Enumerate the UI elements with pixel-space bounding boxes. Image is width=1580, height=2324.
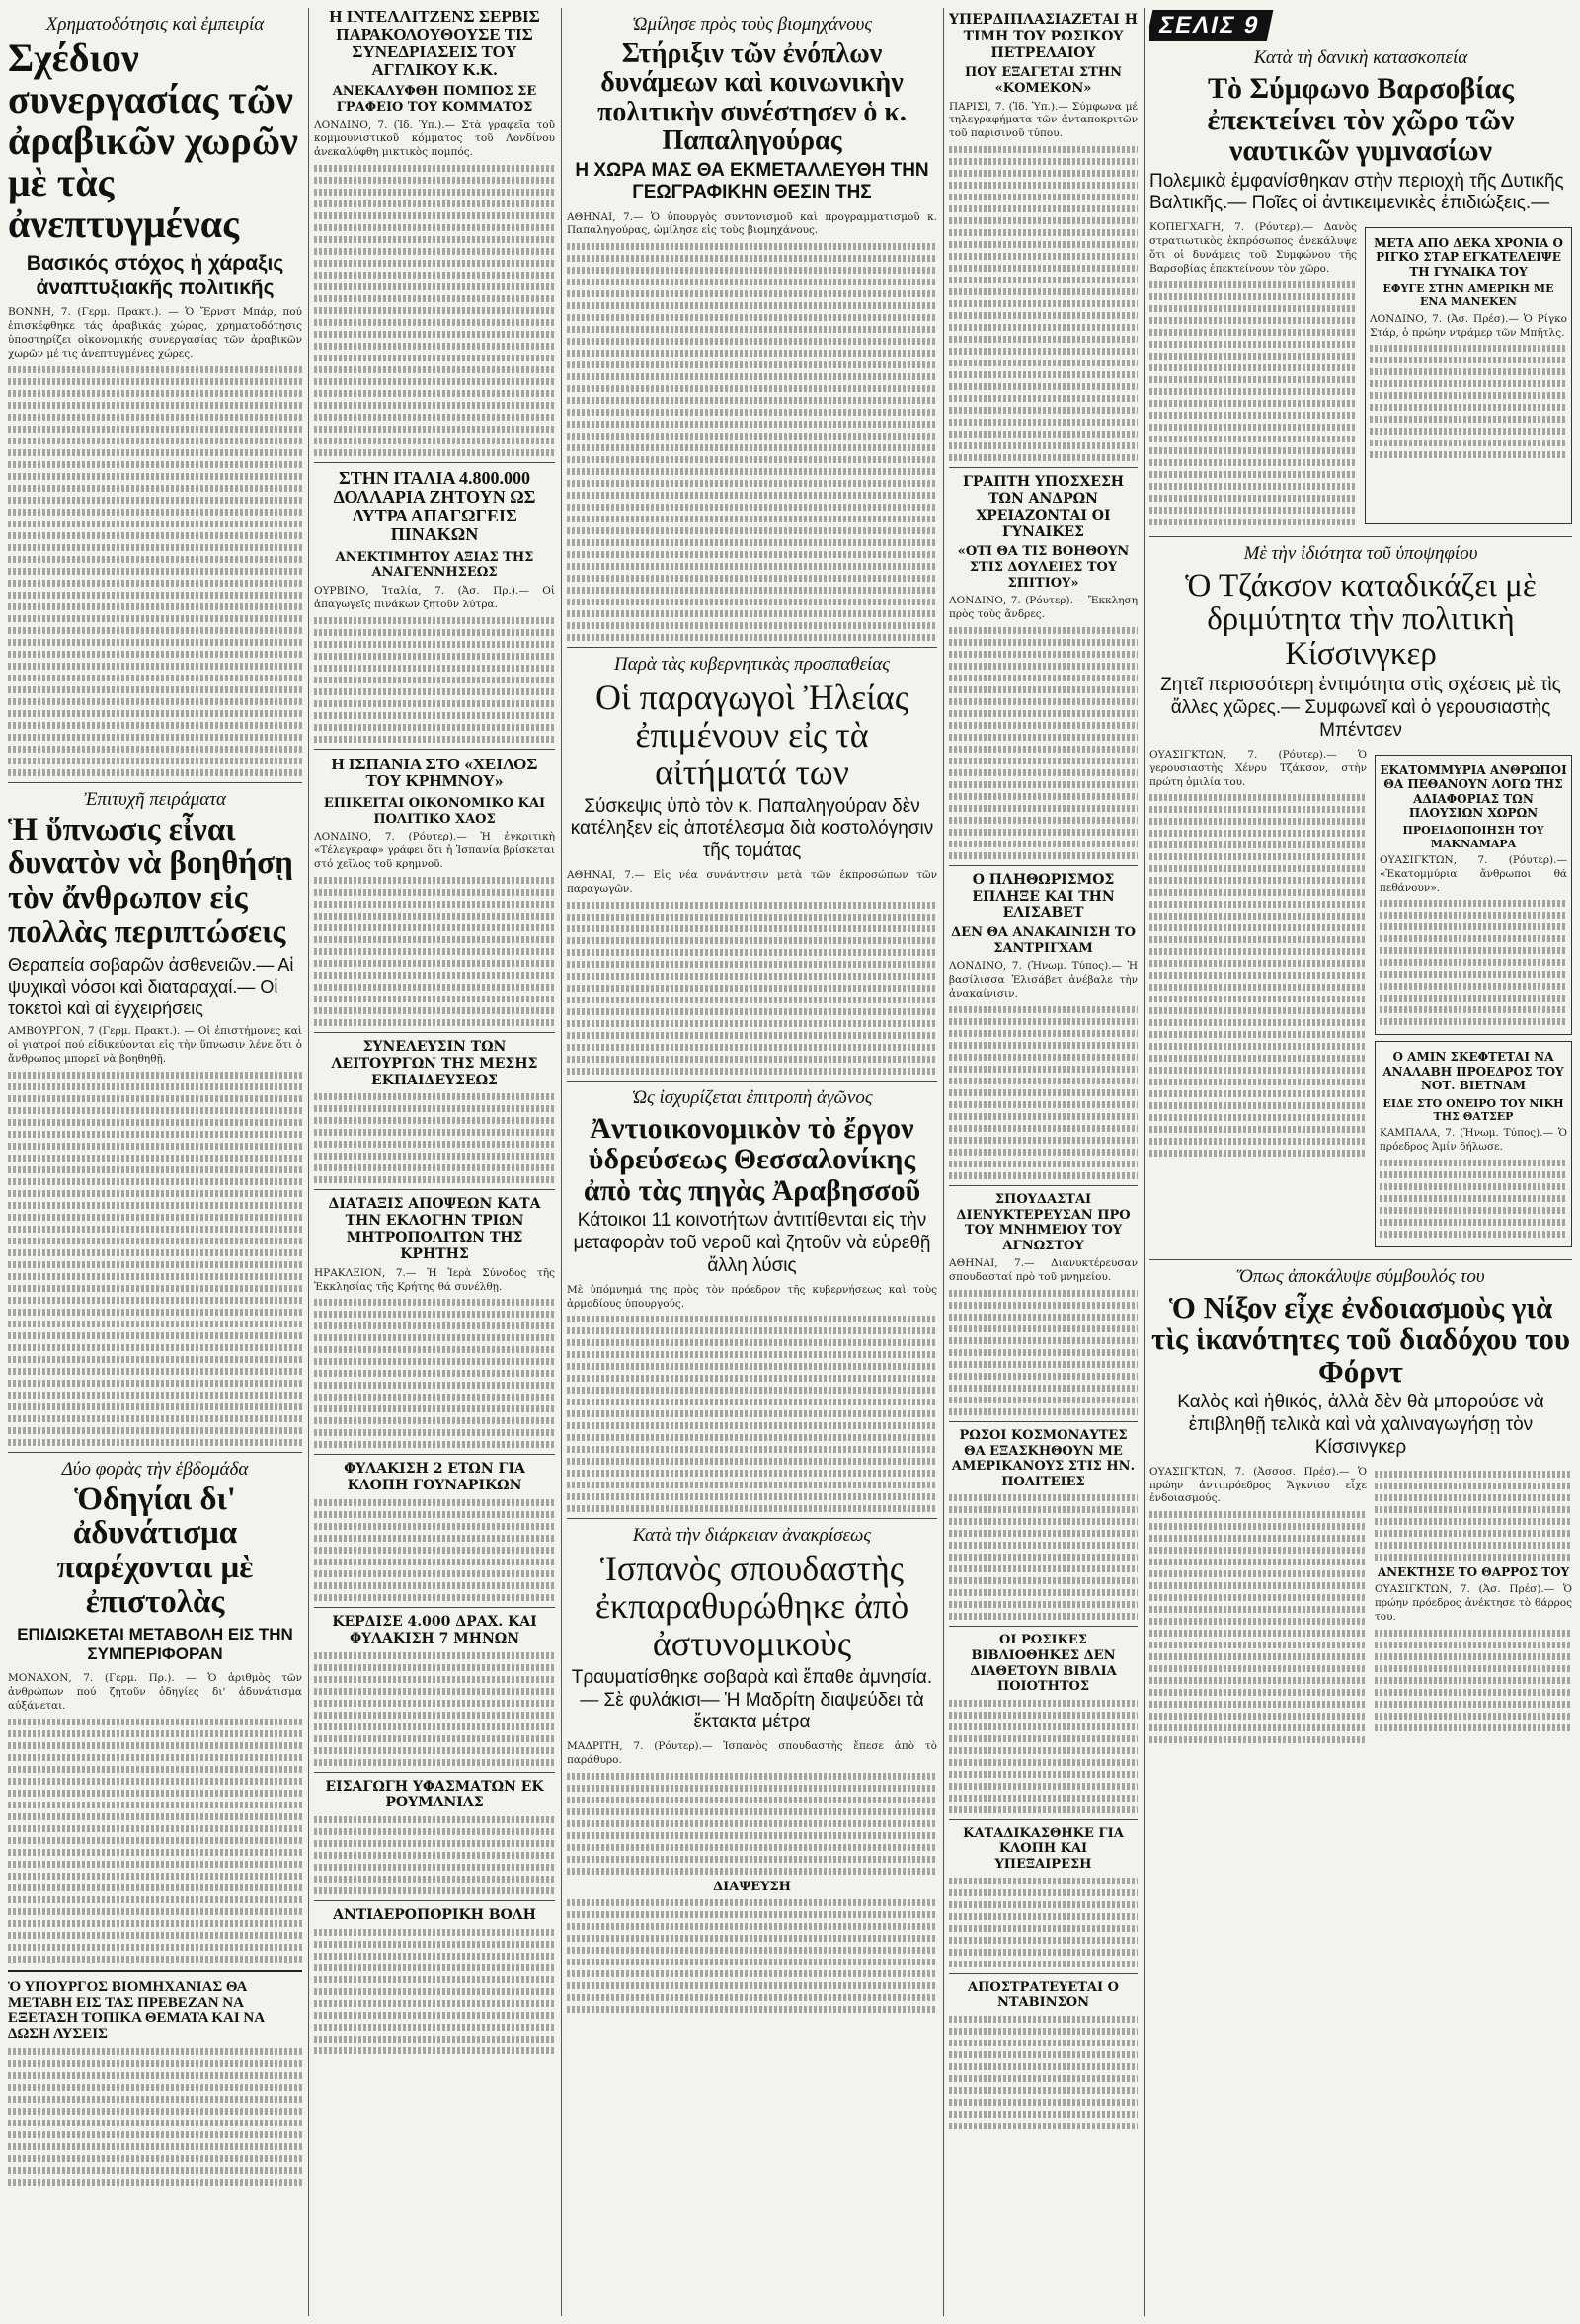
article-body: ΚΟΠΕΓΧΑΓΗ, 7. (Ρόυτερ).— Δανὸς στρατιωτικὸς ἐκπρόσωπος ἀνεκάλυψε ὅτι οἱ δυνάμεις τοῦ Συμφώνου τῆς Βαρσοβίας ἐπεκτείνουν τὸν χῶρο. [1149, 221, 1357, 275]
kicker: Ἐπιτυχῆ πειράματα [84, 788, 226, 810]
article-body: ΑΜΒΟΥΡΓΟΝ, 7 (Γερμ. Πρακτ.). — Οἱ ἐπιστήμονες καὶ οἱ γιατροί πού εἰδικεύονται εἰς τὴν ὕπνωσιν λένε ὅτι ὁ ἄνθρωπος μπορεῖ νὰ βοηθηθῇ. [8, 1025, 302, 1065]
kicker: Δύο φορὰς τὴν ἑβδομάδα [61, 1458, 249, 1480]
article-body: ΑΘΗΝΑΙ, 7.— Διανυκτέρευσαν σπουδασταί πρὸ τοῦ μνημείου. [949, 1257, 1138, 1284]
headline-arab-cooperation: Σχέδιον συνεργασίας τῶν ἀραβικῶν χωρῶν μὲ τὰς ἀνεπτυγμένας [8, 36, 298, 246]
subhead: ΑΝΕΚΤΙΜΗΤΟΥ ΑΞΙΑΣ ΤΗΣ ΑΝΑΓΕΝΝΗΣΕΩΣ [335, 549, 534, 581]
headline-husbands-promise: ΓΡΑΠΤΗ ΥΠΟΣΧΕΣΗ ΤΩΝ ΑΝΔΡΩΝ ΧΡΕΙΑΖΟΝΤΑΙ ΟΙ ΓΥΝΑΙΚΕΣ [962, 474, 1125, 540]
text-filler [1149, 281, 1357, 525]
article-body: ΟΥΡΒΙΝΟ, Ἰταλία, 7. (Ἀσ. Πρ.).— Οἱ ἀπαγωγεῖς πινάκων ζητοῦν λύτρα. [314, 584, 555, 610]
kicker: Ὡς ἰσχυρίζεται ἐπιτροπὴ ἀγῶνος [631, 1086, 873, 1108]
headline-russian-oil: ΥΠΕΡΔΙΠΛΑΣΙΑΖΕΤΑΙ Η ΤΙΜΗ ΤΟΥ ΡΩΣΙΚΟΥ ΠΕΤΡΕΛΑΙΟΥ [949, 12, 1138, 61]
headline-davidson-retires: ΑΠΟΣΤΡΑΤΕΥΕΤΑΙ Ο ΝΤΑΒΙΝΣΟΝ [968, 1979, 1119, 2011]
sidebar-box [1365, 227, 1572, 523]
subhead: ΠΡΟΕΙΔΟΠΟΙΗΣΗ ΤΟΥ ΜΑΚΝΑΜΑΡΑ [1402, 824, 1544, 850]
text-filler [1149, 794, 1367, 1157]
headline-students-monument: ΣΠΟΥΔΑΣΤΑΙ ΔΙΕΝΥΚΤΕΡΕΥΣΑΝ ΠΡΟ ΤΟΥ ΜΝΗΜΕΙΟΥ ΤΟΥ ΑΓΝΩΣΤΟΥ [956, 1192, 1131, 1253]
text-filler [314, 617, 555, 743]
article-body: ΑΘΗΝΑΙ, 7.— Ὁ ὑπουργὸς συντονισμοῦ καὶ προγραμματισμοῦ κ. Παπαληγούρας, ὡμίλησε εἰς τοὺς βιομηχάνους. [567, 210, 937, 237]
headline-crete-metropolitans: ΔΙΑΤΑΞΙΣ ΑΠΟΨΕΩΝ ΚΑΤΑ ΤΗΝ ΕΚΛΟΓΗΝ ΤΡΙΩΝ ΜΗΤΡΟΠΟΛΙΤΩΝ ΤΗΣ ΚΡΗΤΗΣ [328, 1196, 541, 1262]
headline-papaligouras: Στήριξιν τῶν ἐνόπλων δυνάμεων καὶ κοινωνικὴν πολιτικὴν συνέστησεν ὁ κ. Παπαληγούρας [597, 39, 907, 157]
headline-mcnamara: ΕΚΑΤΟΜΜΥΡΙΑ ΑΝΘΡΩΠΟΙ ΘΑ ΠΕΘΑΝΟΥΝ ΛΟΓΩ ΤΗΣ ΑΔΙΑΦΟΡΙΑΣ ΤΩΝ ΠΛΟΥΣΙΩΝ ΧΩΡΩΝ [1380, 762, 1567, 821]
headline-romania-fabrics: ΕΙΣΑΓΩΓΗ ΥΦΑΣΜΑΤΩΝ ΕΚ ΡΟΥΜΑΝΙΑΣ [325, 1778, 544, 1811]
headline-amin: Ο ΑΜΙΝ ΣΚΕΦΤΕΤΑΙ ΝΑ ΑΝΑΛΑΒΗ ΠΡΟΕΔΡΟΣ ΤΟΥ ΝΟΤ. ΒΙΕΤΝΑΜ [1382, 1050, 1564, 1093]
headline-denial: ΔΙΑΨΕΥΣΗ [713, 1879, 791, 1894]
headline-antiaircraft: ΑΝΤΙΑΕΡΟΠΟΡΙΚΗ ΒΟΛΗ [333, 1907, 536, 1924]
headline-diet-letters: Ὁδηγίαι δι' ἀδυνάτισμα παρέχονται μὲ ἐπιστολὰς [56, 1481, 254, 1620]
kicker: Παρὰ τὰς κυβερνητικὰς προσπαθείας [614, 654, 890, 676]
headline-industry-minister: Ὁ ΥΠΟΥΡΓΟΣ ΒΙΟΜΗΧΑΝΙΑΣ ΘΑ ΜΕΤΑΒΗ ΕΙΣ ΤΑΣ ΠΡΕΒΕΖΑΝ ΝΑ ΕΞΕΤΑΣΗ ΤΟΠΙΚΑ ΘΕΜΑΤΑ ΚΑΙ ΝΑ ΔΩΣΗ ΛΥΣΕΙΣ [8, 1978, 265, 2043]
text-filler [567, 902, 937, 1075]
text-filler [314, 1929, 555, 2054]
text-filler [949, 2016, 1138, 2129]
text-filler [567, 1899, 937, 2013]
headline-spanish-student: Ἱσπανὸς σπουδαστὴς ἐκπαραθυρώθηκε ἀπὸ ἀστυνομικοὺς [594, 1549, 909, 1663]
subhead: ΔΕΝ ΘΑ ΑΝΑΚΑΙΝΙΣΗ ΤΟ ΣΑΝΤΡΙΓΧΑΜ [951, 925, 1136, 956]
text-filler [949, 146, 1138, 461]
article-body: ΗΡΑΚΛΕΙΟΝ, 7.— Ἡ Ἱερὰ Σύνοδος τῆς Ἐκκλησίας τῆς Κρήτης θά συνέλθῃ. [314, 1266, 555, 1293]
text-filler [1375, 1471, 1572, 1561]
subhead: ΑΝΕΚΑΛΥΦΘΗ ΠΟΜΠΟΣ ΣΕ ΓΡΑΦΕΙΟ ΤΟΥ ΚΟΜΜΑΤΟΣ [332, 84, 537, 115]
column-rule [1144, 8, 1145, 2316]
column-rule [308, 8, 309, 2316]
text-filler [1375, 1630, 1572, 1731]
kicker: Κατὰ τὴν διάρκειαν ἀνακρίσεως [632, 1525, 872, 1547]
column-5 [1149, 8, 1572, 2316]
kicker: Μὲ τὴν ἰδιότητα τοῦ ὑποψηφίου [1243, 542, 1478, 564]
column-3 [567, 8, 937, 2316]
subhead: Πολεμικὰ ἐμφανίσθηκαν στὴν περιοχὴ τῆς Δυτικῆς Βαλτικῆς.— Ποῖες οἱ ἀντικειμενικὲς ἐπιδιώξεις.— [1149, 170, 1564, 214]
text-filler [949, 1494, 1138, 1620]
kicker: Κατὰ τὴ δανικὴ κατασκοπεία [1253, 47, 1468, 68]
text-filler [949, 1878, 1138, 1967]
headline-teachers-assembly: ΣΥΝΕΛΕΥΣΙΝ ΤΩΝ ΛΕΙΤΟΥΡΓΩΝ ΤΗΣ ΜΕΣΗΣ ΕΚΠΑΙΔΕΥΣΕΩΣ [331, 1039, 538, 1088]
text-filler [949, 627, 1138, 859]
headline-warsaw-pact: Τὸ Σύμφωνο Βαρσοβίας ἐπεκτείνει τὸν χῶρο τῶν ναυτικῶν γυμνασίων [1207, 72, 1515, 167]
subhead: ΕΦΥΓΕ ΣΤΗΝ ΑΜΕΡΙΚΗ ΜΕ ΕΝΑ ΜΑΝΕΚΕΝ [1382, 282, 1554, 309]
text-filler [8, 2048, 302, 2186]
text-filler [567, 243, 937, 641]
headline-hypnosis: Ἡ ὕπνωσις εἶναι δυνατὸν νὰ βοηθήσῃ τὸν ἄνθρωπον εἰς πολλὰς περιπτώσεις [8, 811, 293, 950]
headline-inflation-elizabeth: Ο ΠΛΗΘΩΡΙΣΜΟΣ ΕΠΛΗΞΕ ΚΑΙ ΤΗΝ ΕΛΙΣΑΒΕΤ [972, 871, 1115, 922]
subhead: Βασικός στόχος ἡ χάραξις ἀναπτυξιακῆς πολιτικῆς [26, 252, 284, 300]
text-filler [8, 1719, 302, 1963]
kicker: Ὅπως ἀποκάλυψε σύμβουλός του [1236, 1265, 1485, 1287]
text-filler [314, 1499, 555, 1601]
text-filler [314, 1652, 555, 1766]
article-body: ΟΥΑΣΙΓΚΤΩΝ, 7. (Ἀσσοσ. Πρέσ).— Ὁ πρώην ἀντιπρόεδρος Ἄγκνιου εἶχε ἐνδοιασμούς. [1149, 1465, 1367, 1505]
headline-russian-libraries: ΟΙ ΡΩΣΙΚΕΣ ΒΙΒΛΙΟΘΗΚΕΣ ΔΕΝ ΔΙΑΘΕΤΟΥΝ ΒΙΒΛΙΑ ΠΟΙΟΤΗΤΟΣ [970, 1633, 1117, 1695]
headline-italy-ransom: ΣΤΗΝ ΙΤΑΛΙΑ 4.800.000 ΔΟΛΛΑΡΙΑ ΖΗΤΟΥΝ ΩΣ ΛΥΤΡΑ ΑΠΑΓΩΓΕΙΣ ΠΙΝΑΚΩΝ [333, 468, 536, 544]
article-body: ΟΥΑΣΙΓΚΤΩΝ, 7. (Ρόυτερ).— «Ἑκατομμύρια ἄνθρωποι θά πεθάνουν». [1380, 853, 1567, 894]
article-body: ΛΟΝΔΙΝΟ, 7. (Ἰδ. Ὑπ.).— Στὰ γραφεῖα τοῦ κομμουνιστικοῦ κόμματος τοῦ Λονδίνου ἀνεκαλύφθη μικτικὸς πομπός. [314, 119, 555, 159]
article-body: ΠΑΡΙΣΙ, 7. (Ἰδ. Ὑπ.).— Σύμφωνα μέ τηλεγραφήματα τῶν ἀνταποκριτῶν τοῦ παρισινοῦ τύπου. [949, 100, 1138, 140]
headline-thessaloniki-water: Ἀντιοικονομικὸν τὸ ἔργον ὑδρεύσεως Θεσσαλονίκης ἀπὸ τὰς πηγὰς Ἀραβησσοῦ [583, 1111, 921, 1207]
subhead: «ΟΤΙ ΘΑ ΤΙΣ ΒΟΗΘΟΥΝ ΣΤΙΣ ΔΟΥΛΕΙΕΣ ΤΟΥ ΣΠΙΤΙΟΥ» [957, 544, 1130, 591]
headline-intelligence-service: Η ΙΝΤΕΛΛΙΤΖΕΝΣ ΣΕΡΒΙΣ ΠΑΡΑΚΟΛΟΥΘΟΥΣΕ ΤΙΣ ΣΥΝΕΔΡΙΑΣΕΙΣ ΤΟΥ ΑΓΓΛΙΚΟΥ Κ.Κ. [329, 8, 540, 79]
text-filler [1380, 1160, 1567, 1238]
sidebar-box [1375, 755, 1572, 1036]
headline-won-4000: ΚΕΡΔΙΣΕ 4.000 ΔΡΑΧ. ΚΑΙ ΦΥΛΑΚΙΣΗ 7 ΜΗΝΩΝ [332, 1613, 537, 1646]
text-filler [314, 1299, 555, 1448]
column-rule [943, 8, 944, 2316]
subhead: ΠΟΥ ΕΞΑΓΕΤΑΙ ΣΤΗΝ «ΚΟΜΕΚΟΝ» [964, 65, 1123, 96]
headline-ringo-starr: ΜΕΤΑ ΑΠΟ ΔΕΚΑ ΧΡΟΝΙΑ Ο ΡΙΓΚΟ ΣΤΑΡ ΕΓΚΑΤΕΛΕΙΨΕ ΤΗ ΓΥΝΑΙΚΑ ΤΟΥ [1374, 236, 1563, 279]
text-filler [314, 1093, 555, 1183]
text-filler [314, 1816, 555, 1894]
text-filler [949, 1006, 1138, 1179]
subhead: Καλὸς καὶ ἠθικός, ἀλλὰ δὲν θὰ μπορούσε νὰ ἐπιβληθῇ τελικὰ καὶ νὰ χαλιναγωγήσῃ τὸν Κίσσινγκερ [1177, 1392, 1544, 1458]
text-filler [314, 877, 555, 1026]
article-body: ΟΥΑΣΙΓΚΤΩΝ, 7. (Ἀσ. Πρέσ).— Ὁ πρώην πρόεδρος ἀνέκτησε τὸ θάρρος του. [1375, 1583, 1572, 1623]
text-filler [1370, 345, 1567, 458]
subhead: Κάτοικοι 11 κοινοτήτων ἀντιτίθενται εἰς τὴν μεταφορὰν τοῦ νεροῦ καὶ ζητοῦν νὰ εὑρεθῇ ἄλλη λύσις [573, 1210, 931, 1276]
article-body: ΒΟΝΝΗ, 7. (Γερμ. Πρακτ.). — Ὁ Ἔρνστ Μπάρ, πού ἐπισκέφθηκε τάς ἀραβικάς χώρας, χρηματοδότησις ὑποστηρίζει οἰκονομικής συνεργασίας τῶν ἀραβικῶν χωρῶν μέ τις ἀνεπτυγμένες χώρες. [8, 306, 302, 360]
column-1 [8, 8, 302, 2316]
subhead: Τραυματίσθηκε σοβαρὰ καὶ ἔπαθε ἀμνησία.— Σὲ φυλάκισι— Ἡ Μαδρίτη διαψεύδει τὰ ἔκτακτα μέτρα [571, 1666, 933, 1733]
subhead: ΕΠΙΚΕΙΤΑΙ ΟΙΚΟΝΟΜΙΚΟ ΚΑΙ ΠΟΛΙΤΙΚΟ ΧΑΟΣ [323, 796, 546, 827]
headline-fur-theft: ΦΥΛΑΚΙΣΗ 2 ΕΤΩΝ ΓΙΑ ΚΛΟΠΗ ΓΟΥΝΑΡΙΚΩΝ [344, 1461, 525, 1494]
text-filler [8, 366, 302, 776]
subhead: Σύσκεψις ὑπὸ τὸν κ. Παπαληγούραν δὲν κατέληξεν εἰς ἀποτέλεσμα διὰ κοστολόγησιν τῆς τομάτας [570, 795, 934, 862]
text-filler [567, 1773, 937, 1875]
section-logo: ΣΕΛΙΣ 9 [1149, 10, 1273, 41]
headline-jackson-kissinger: Ὁ Τζάκσον καταδικάζει μὲ δριμύτητα τὴν πολιτικὴ Κίσσινγκερ [1185, 567, 1537, 672]
headline-spain-brink: Η ΙΣΠΑΝΙΑ ΣΤΟ «ΧΕΙΛΟΣ ΤΟΥ ΚΡΗΜΝΟΥ» [331, 754, 538, 791]
text-filler [1149, 1511, 1367, 1743]
article-body: ΛΟΝΔΙΝΟ, 7. (Ρόυτερ).— Ἡ ἐγκριτικὴ «Τέλεγκραφ» γράφει ὅτι ἡ Ἱσπανία βρίσκεται στό χεῖλος τοῦ κρημνοῦ. [314, 831, 555, 871]
text-filler [1380, 900, 1567, 1025]
article-body: ΜΟΝΑΧΟΝ, 7. (Γερμ. Πρ.). — Ὁ ἀριθμὸς τῶν ἀνθρώπων πού ζητοῦν ὁδηγίες δι' ἀδυνάτισμα αὐξάνεται. [8, 1672, 302, 1713]
article-body: ΛΟΝΔΙΝΟ, 7. (Ἡνωμ. Τύπος).— Ἡ βασίλισσα Ἐλισάβετ ἀνέβαλε τὴν ἀνακαίνισιν. [949, 960, 1138, 1001]
column-2 [314, 8, 555, 2316]
subhead: ΕΙΔΕ ΣΤΟ ΟΝΕΙΡΟ ΤΟΥ ΝΙΚΗ ΤΗΣ ΘΑΤΣΕΡ [1382, 1096, 1564, 1123]
text-filler [567, 1316, 937, 1512]
headline-regained-courage: ΑΝΕΚΤΗΣΕ ΤΟ ΘΑΡΡΟΣ ΤΟΥ [1377, 1564, 1570, 1579]
text-filler [949, 1290, 1138, 1415]
headline-theft-conviction: ΚΑΤΑΔΙΚΑΣΘΗΚΕ ΓΙΑ ΚΛΟΠΗ ΚΑΙ ΥΠΕΞΑΙΡΕΣΗ [963, 1825, 1124, 1873]
text-filler [949, 1700, 1138, 1813]
sidebar-box [1375, 1041, 1572, 1246]
headline-nixon-ford: Ὁ Νίξον εἶχε ἐνδοιασμοὺς γιὰ τὶς ἱκανότητες τοῦ διαδόχου του Φόρντ [1150, 1289, 1571, 1389]
subhead: Η ΧΩΡΑ ΜΑΣ ΘΑ ΕΚΜΕΤΑΛΛΕΥΘΗ ΤΗΝ ΓΕΩΓΡΑΦΙΚΗΝ ΘΕΣΙΝ ΤΗΣ [575, 159, 929, 202]
subhead: Θεραπεία σοβαρῶν ἀσθενειῶν.— Αἱ ψυχικαὶ νόσοι καὶ διαταραχαί.— Οἱ τοκετοὶ καὶ αἱ ἐγχειρήσεις [8, 955, 294, 1018]
subhead: ΕΠΙΔΙΩΚΕΤΑΙ ΜΕΤΑΒΟΛΗ ΕΙΣ ΤΗΝ ΣΥΜΠΕΡΙΦΟΡΑΝ [17, 1625, 293, 1664]
subhead: Ζητεῖ περισσότερη ἐντιμότητα στὶς σχέσεις μὲ τὶς ἄλλες χῶρες.— Συμφωνεῖ καὶ ὁ γερουσιαστὴς Μπέντσεν [1160, 675, 1561, 742]
article-body: ΚΑΜΠΑΛΑ, 7. (Ἡνωμ. Τύπος).— Ὁ πρόεδρος Ἀμίν δήλωσε. [1380, 1126, 1567, 1153]
article-body: ΟΥΑΣΙΓΚΤΩΝ, 7. (Ρόυτερ).— Ὁ γερουσιαστὴς Χένρυ Τζάκσον, στὴν πρώτη ὁμιλία του. [1149, 748, 1367, 788]
kicker: Ὡμίλησε πρὸς τοὺς βιομηχάνους [631, 14, 873, 35]
article-body: Μὲ ὑπόμνημά της πρὸς τὸν πρόεδρον τῆς κυβερνήσεως καὶ τοὺς ἁρμοδίους ὑπουργούς. [567, 1283, 937, 1310]
article-body: ΜΑΔΡΙΤΗ, 7. (Ρόυτερ).— Ἱσπανὸς σπουδαστὴς ἔπεσε ἀπὸ τὸ παράθυρο. [567, 1740, 937, 1767]
article-body: ΛΟΝΔΙΝΟ, 7. (Ἀσ. Πρέσ).— Ὁ Ρίγκο Στάρ, ὁ πρώην ντράμερ τῶν Μπῆτλς. [1370, 312, 1567, 339]
article-body: ΑΘΗΝΑΙ, 7.— Εἰς νέα συνάντησιν μετὰ τῶν ἐκπροσώπων τῶν παραγωγῶν. [567, 869, 937, 895]
text-filler [314, 165, 555, 456]
article-body: ΛΟΝΔΙΝΟ, 7. (Ρόυτερ).— Ἔκκληση πρὸς τοὺς ἄνδρες. [949, 595, 1138, 620]
kicker: Χρηματοδότησις καὶ ἐμπειρία [45, 14, 265, 35]
headline-cosmonauts: ΡΩΣΟΙ ΚΟΣΜΟΝΑΥΤΕΣ ΘΑ ΕΞΑΣΚΗΘΟΥΝ ΜΕ ΑΜΕΡΙΚΑΝΟΥΣ ΣΤΙΣ ΗΝ. ΠΟΛΙΤΕΙΕΣ [951, 1428, 1136, 1489]
column-4 [949, 8, 1138, 2316]
column-rule [561, 8, 562, 2316]
text-filler [8, 1072, 302, 1446]
headline-ileia-producers: Οἱ παραγωγοὶ Ἠλείας ἐπιμένουν εἰς τὰ αἰτήματά των [594, 678, 909, 792]
